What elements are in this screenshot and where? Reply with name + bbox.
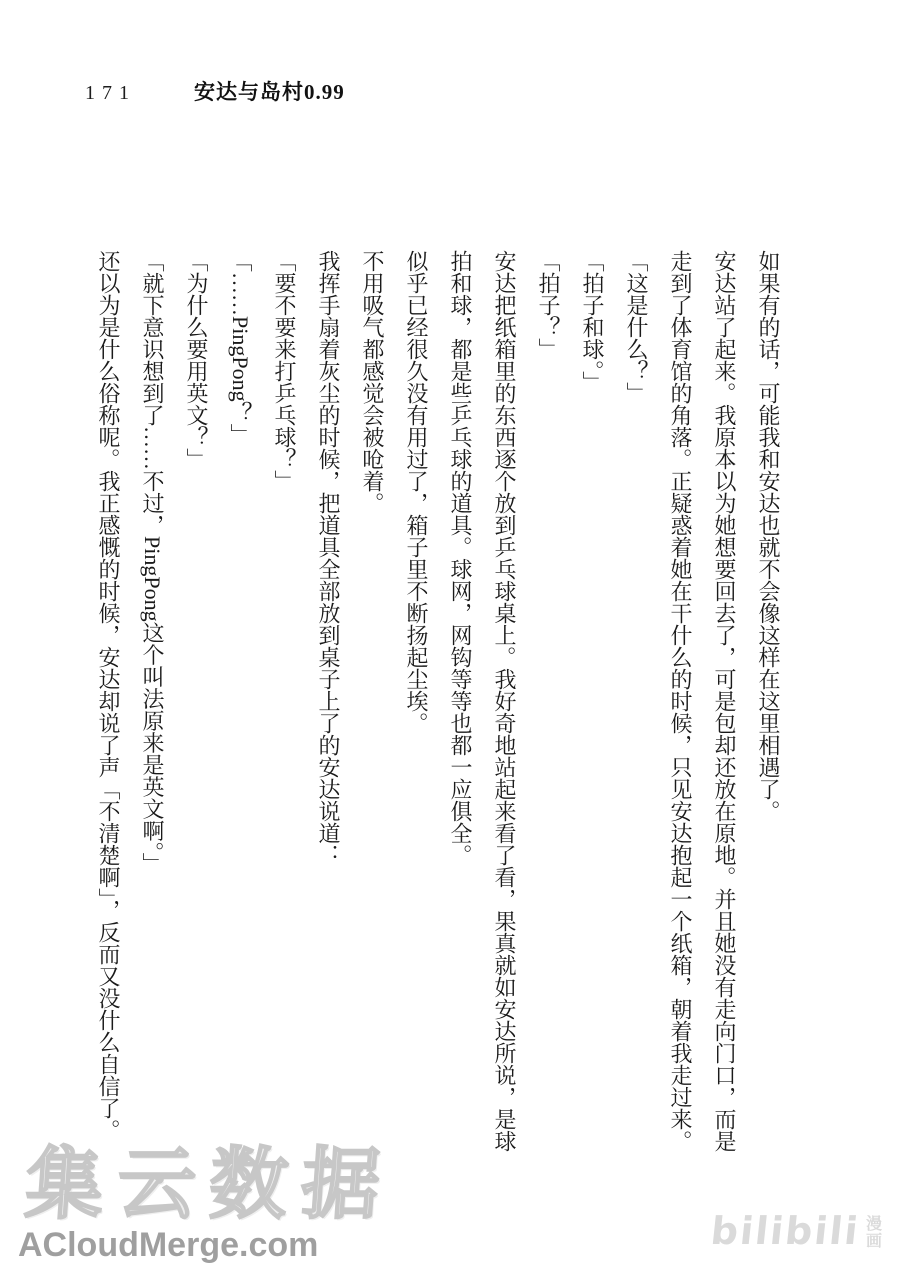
bilibili-manga-label: 漫画 bbox=[866, 1216, 883, 1250]
paragraph: 「……PingPong？」 bbox=[228, 250, 253, 446]
paragraph: 安达把纸箱里的东西逐个放到乒乓球桌上。我好奇地站起来看了看，果真就如安达所说，是球拍和球，都是些乒乓球的道具。球网，网钩等等也都一应俱全。 bbox=[448, 250, 517, 1152]
bilibili-manga-logo bbox=[709, 1209, 884, 1253]
paragraph: 不用吸气都感觉会被呛着。 bbox=[360, 250, 385, 514]
paragraph: 似乎已经很久没有用过了，箱子里不断扬起尘埃。 bbox=[404, 250, 429, 734]
paragraph: 「拍子和球。」 bbox=[580, 250, 605, 393]
watermark-jiyun-shuju: 集云数据 bbox=[22, 1140, 397, 1228]
paragraph: 「要不要来打乒乓球？」 bbox=[272, 250, 297, 492]
paragraph: 我挥手扇着灰尘的时候，把道具全部放到桌子上了的安达说道： bbox=[316, 250, 341, 866]
paragraph: 「就下意识想到了……不过，PingPong这个叫法原来是英文啊。」 bbox=[140, 250, 165, 875]
paragraph: 如果有的话，可能我和安达也就不会像这样在这里相遇了。 bbox=[756, 250, 781, 822]
watermark-acloudmerge: ACloudMerge.com bbox=[18, 1226, 319, 1264]
paragraph: 「为什么要用英文？」 bbox=[184, 250, 209, 470]
paragraph: 「拍子？」 bbox=[536, 250, 561, 360]
book-title: 安达与岛村0.99 bbox=[194, 80, 345, 104]
page-header bbox=[85, 76, 345, 106]
paragraph: 安达站了起来。我原本以为她想要回去了，可是包却还放在原地。并且她没有走向门口，而是走到了体育馆的角落。正疑惑着她在干什么的时候，只见安达抱起一个纸箱，朝着我走过来。 bbox=[668, 250, 737, 1152]
bilibili-logo-text: bilibili bbox=[709, 1209, 863, 1253]
novel-body-text bbox=[86, 250, 790, 1156]
page-number: 171 bbox=[85, 82, 136, 104]
paragraph: 「这是什么？」 bbox=[624, 250, 649, 404]
paragraph: 还以为是什么俗称呢。我正感慨的时候，安达却说了声「不清楚啊」，反而又没什么自信了。 bbox=[96, 250, 121, 1141]
